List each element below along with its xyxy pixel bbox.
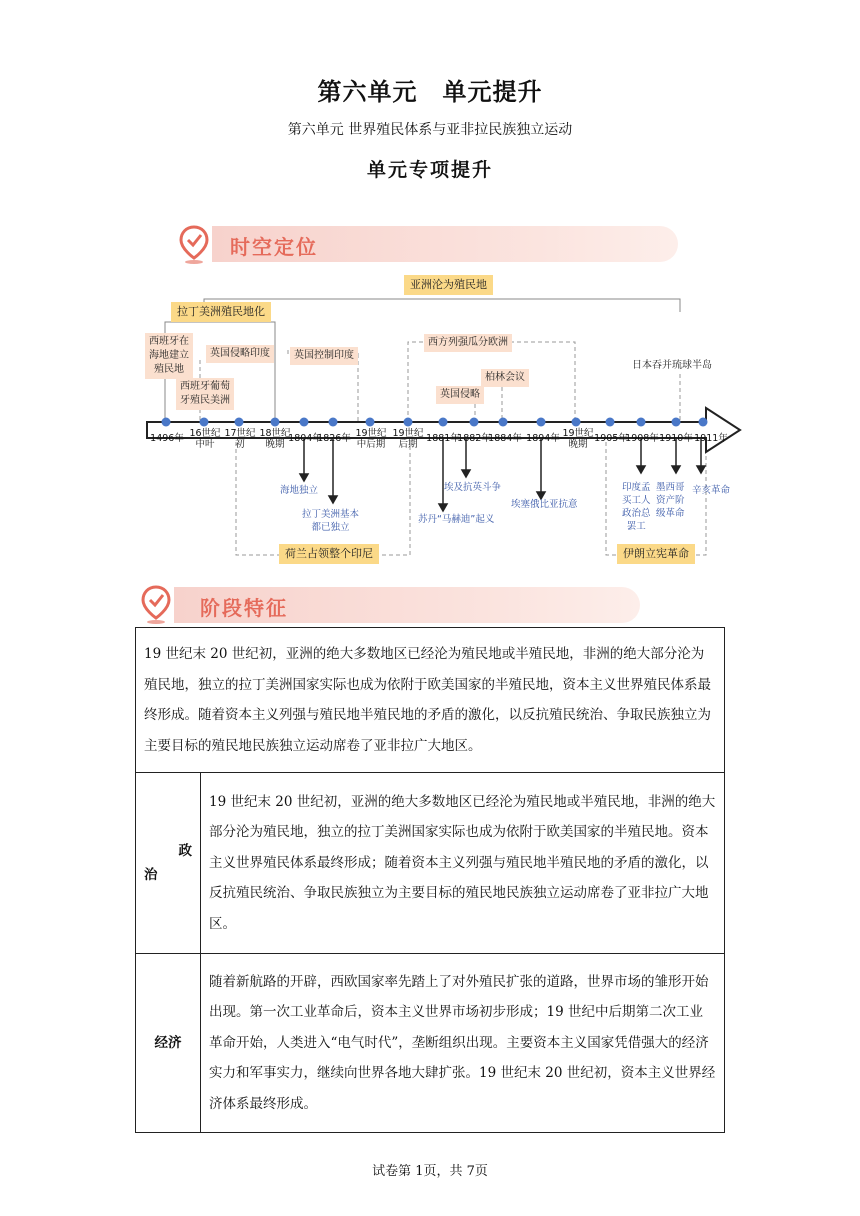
tick-label: 17世纪 初 (224, 428, 256, 450)
tick-label: 1882年 (457, 433, 491, 444)
section-heading: 单元专项提升 (366, 159, 493, 181)
table-row (136, 773, 725, 954)
tick-label: 1908年 (625, 433, 659, 444)
event-ethiopia-resist: 埃塞俄比亚抗意 (511, 499, 578, 510)
economy-label-cell: 经济 (136, 954, 201, 1133)
tick-label: 1496年 (150, 433, 184, 444)
latin-colonized-label: 拉丁美洲殖民地化 (171, 302, 271, 322)
event-box-berlin: 柏林会议 (481, 369, 529, 387)
tick-label: 19世纪 后期 (392, 428, 424, 450)
section-title-features: 阶段特征 (200, 596, 288, 620)
tick-label: 1804年 (288, 433, 322, 444)
iran-revolution-label: 伊朗立宪革命 (617, 544, 695, 564)
section-title-timeline: 时空定位 (230, 235, 318, 259)
intro-cell: 19 世纪末 20 世纪初，亚洲的绝大多数地区已经沦为殖民地或半殖民地，非洲的绝大部分沦为殖民地，独立的拉丁美洲国家实际也成为依附于欧美国家的半殖民地，资本主义世界殖民体系最终形成。随着资本主义列强与殖民地半殖民地的矛盾的激化，以反抗殖民统治、争取民族独立为主要目标的殖民地民族独立运动席卷了亚非拉广大地区。 (136, 628, 725, 773)
event-box-british-invade: 英国侵略 (436, 386, 484, 404)
location-pin-icon (140, 585, 172, 625)
tick-label: 1911年 (694, 433, 728, 444)
table-row (136, 954, 725, 1133)
tick-label: 16世纪 中叶 (189, 428, 221, 450)
tick-label: 18世纪 晚期 (259, 428, 291, 450)
politics-label-2: 治 (144, 867, 158, 883)
tick-label: 1826年 (317, 433, 351, 444)
stage-features-table (135, 627, 725, 1133)
table-row (136, 628, 725, 773)
section-banner-features (174, 587, 640, 623)
event-box-britain-control-india: 英国控制印度 (290, 347, 358, 365)
page-footer: 试卷第 1页，共 7页 (372, 1164, 488, 1179)
unit-subtitle: 第六单元 世界殖民体系与亚非拉民族独立运动 (287, 122, 573, 138)
netherlands-indonesia-label: 荷兰占领整个印尼 (279, 544, 379, 564)
event-sudan-uprising: 苏丹“马赫迪”起义 (418, 514, 495, 525)
event-latin-independence: 拉丁美洲基本 都已独立 (302, 509, 360, 533)
event-india-strike: 印度孟 买工人 政治总 罢工 (622, 482, 651, 532)
event-box-japan-ryukyu: 日本吞并琉球半岛 (632, 360, 712, 371)
event-haiti-independence: 海地独立 (280, 485, 319, 496)
section-banner-timeline (212, 226, 678, 262)
tick-label: 1894年 (526, 433, 560, 444)
event-mexico-revolution: 墨西哥 资产阶 级革命 (656, 482, 685, 519)
politics-label-1: 政 (178, 843, 192, 859)
event-egypt-resist: 埃及抗英斗争 (444, 482, 502, 493)
event-xinhai-revolution: 辛亥革命 (692, 485, 731, 496)
event-box-britain-invade-india: 英国侵略印度 (206, 345, 274, 363)
tick-label: 1910年 (659, 433, 693, 444)
economy-text-cell: 随着新航路的开辟，西欧国家率先踏上了对外殖民扩张的道路，世界市场的雏形开始出现。第一次工业革命后，资本主义世界市场初步形成；19 世纪中后期第二次工业革命开始，人类进入“电气时代”，垄断组织出现。主要资本主义国家凭借强大的经济实力和军事实力，继续向世界各地大肆扩张。19 世纪末 20 世纪初，资本主义世界经济体系最终形成。 (201, 954, 725, 1133)
tick-label: 1905年 (594, 433, 628, 444)
event-box-spain-haiti: 西班牙在 海地建立 殖民地 (145, 333, 193, 379)
tick-label: 19世纪 中后期 (355, 428, 387, 450)
tick-label: 1881年 (426, 433, 460, 444)
politics-text-cell: 19 世纪末 20 世纪初，亚洲的绝大多数地区已经沦为殖民地或半殖民地，非洲的绝大部分沦为殖民地，独立的拉丁美洲国家实际也成为依附于欧美国家的半殖民地。资本主义世界殖民体系最终形成；随着资本主义列强与殖民地半殖民地的矛盾的激化，以反抗殖民统治、争取民族独立为主要目标的殖民地民族独立运动席卷了亚非拉广大地区。 (201, 773, 725, 954)
politics-label-cell (136, 773, 201, 954)
event-box-spain-portugal: 西班牙葡萄 牙殖民美洲 (176, 378, 234, 410)
tick-label: 1884年 (488, 433, 522, 444)
page-title: 第六单元 单元提升 (317, 77, 543, 106)
tick-label: 19世纪 晚期 (562, 428, 594, 450)
event-box-scramble: 西方列强瓜分欧洲 (424, 334, 512, 352)
location-pin-icon (178, 225, 210, 265)
asia-colonized-label: 亚洲沦为殖民地 (404, 275, 493, 295)
